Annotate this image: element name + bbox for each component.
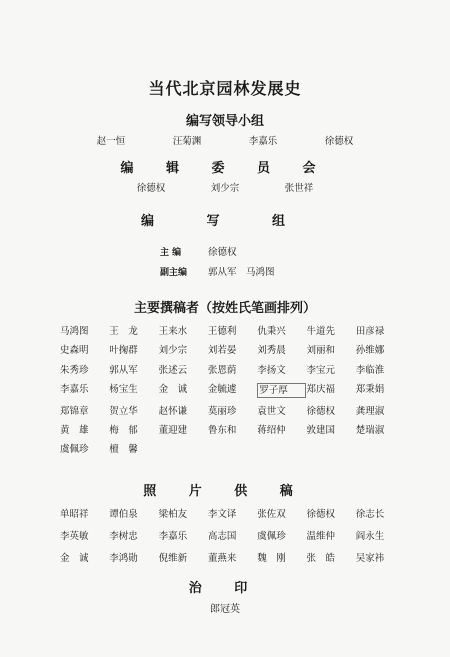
authors-grid [60,325,405,456]
name-entry: 贺立华 [109,405,138,417]
name-entry: 李嘉乐 [158,531,188,542]
chief-editor-name: 徐德权 [208,247,237,258]
seal-carver-name: 郎冠英 [210,604,240,615]
name-entry: 黄 雄 [60,424,89,436]
name-entry: 郑锦章 [60,405,89,417]
name-entry: 王德利 [207,326,237,337]
name-entry: 徐德权 [306,405,335,417]
name-entry: 倪维新 [158,553,188,564]
name-entry: 温维仲 [306,531,335,542]
leading-member: 赵一恒 [96,136,126,147]
committee-member: 徐德权 [136,183,166,194]
name-entry: 李树忠 [109,531,138,542]
name-entry: 史森明 [60,345,89,357]
name-entry: 刘若晏 [207,345,237,357]
name-entry: 鲁东和 [207,424,237,436]
name-entry: 檀 馨 [109,444,138,456]
name-entry: 刘少宗 [158,345,188,357]
name-entry: 董燕来 [207,553,237,564]
name-entry: 朱秀珍 [60,364,89,376]
name-entry: 梅 郁 [109,424,138,436]
name-entry: 郭从军 [109,364,138,376]
leading-group-members [0,133,450,147]
name-entry: 高志国 [207,531,237,542]
editorial-committee-heading: 编 辑 委 员 会 [120,161,330,176]
authors-heading: 主要撰稿者（按姓氏笔画排列） [133,301,316,316]
name-entry: 叶掬群 [109,345,138,357]
deputy-editor-line [160,264,275,278]
name-entry: 刘秀晨 [257,345,286,357]
name-entry: 楚瑞淑 [355,424,385,436]
committee-member: 刘少宗 [210,183,240,194]
name-entry: 吴家祎 [355,553,385,564]
name-entry: 李扬文 [257,364,286,376]
chief-editor-line [160,244,237,258]
name-entry: 虞佩珍 [257,531,286,542]
name-entry: 刘丽和 [306,345,335,357]
name-entry: 李文译 [207,509,237,520]
name-entry: 郑秉娟 [355,384,385,396]
name-entry: 敦建国 [306,424,335,436]
name-entry: 杨宝生 [109,384,138,396]
name-entry: 金 诚 [60,553,89,564]
name-entry: 梁柏友 [158,509,188,520]
name-entry: 田彦禄 [355,326,385,337]
name-entry: 徐德权 [306,509,335,520]
name-entry: 孙维娜 [355,345,385,357]
name-entry: 张佐双 [257,509,286,520]
chief-editor-label: 主 编 [160,248,182,258]
name-entry: 莫丽珍 [207,405,237,417]
leading-member: 徐德权 [324,136,354,147]
seal-heading: 治 印 [188,581,262,596]
book-title: 当代北京园林发展史 [148,79,302,98]
name-entry: 金毓遽 [207,384,237,396]
editorial-committee-members [0,180,450,194]
deputy-editor-label: 副主编 [160,268,188,278]
photos-grid [60,508,405,565]
name-entry: 张 皓 [306,553,335,564]
name-entry: 张述云 [158,364,188,376]
committee-member: 张世祥 [284,183,314,194]
name-entry: 罗子厚 [257,383,306,398]
leading-group-heading: 编写领导小组 [185,114,264,129]
name-entry: 蒋绍仲 [257,424,286,436]
name-entry: 袁世文 [257,405,286,417]
name-entry: 王来水 [158,326,188,337]
name-entry: 李鸿勋 [109,553,138,564]
name-entry: 王 龙 [109,326,138,337]
name-entry: 李宝元 [306,364,335,376]
name-entry: 李嘉乐 [60,384,89,396]
name-entry: 李临淮 [355,364,385,376]
name-entry: 阎永生 [355,531,385,542]
name-entry: 谭伯泉 [109,509,138,520]
name-entry: 郑庆福 [306,384,335,396]
name-entry: 虞佩珍 [60,444,89,456]
leading-member: 汪菊渊 [172,136,202,147]
name-entry: 李英敏 [60,531,89,542]
name-entry: 金 诚 [158,384,188,396]
name-entry: 魏 刚 [257,553,286,564]
writing-group-heading: 编 写 组 [140,214,310,229]
deputy-editor-names: 郭从军 马鸿图 [208,267,275,278]
name-entry: 赵怀谦 [158,405,188,417]
photos-heading: 照 片 供 稿 [143,484,307,499]
name-entry: 单昭祥 [60,509,89,520]
name-entry: 徐志长 [355,509,385,520]
name-entry: 牛道先 [306,326,335,337]
name-entry: 马鸿图 [60,326,89,337]
name-entry: 龚理淑 [355,405,385,417]
name-entry: 张恩荫 [207,364,237,376]
name-entry: 仇秉兴 [257,326,286,337]
name-entry: 董迎建 [158,424,188,436]
leading-member: 李嘉乐 [248,136,278,147]
